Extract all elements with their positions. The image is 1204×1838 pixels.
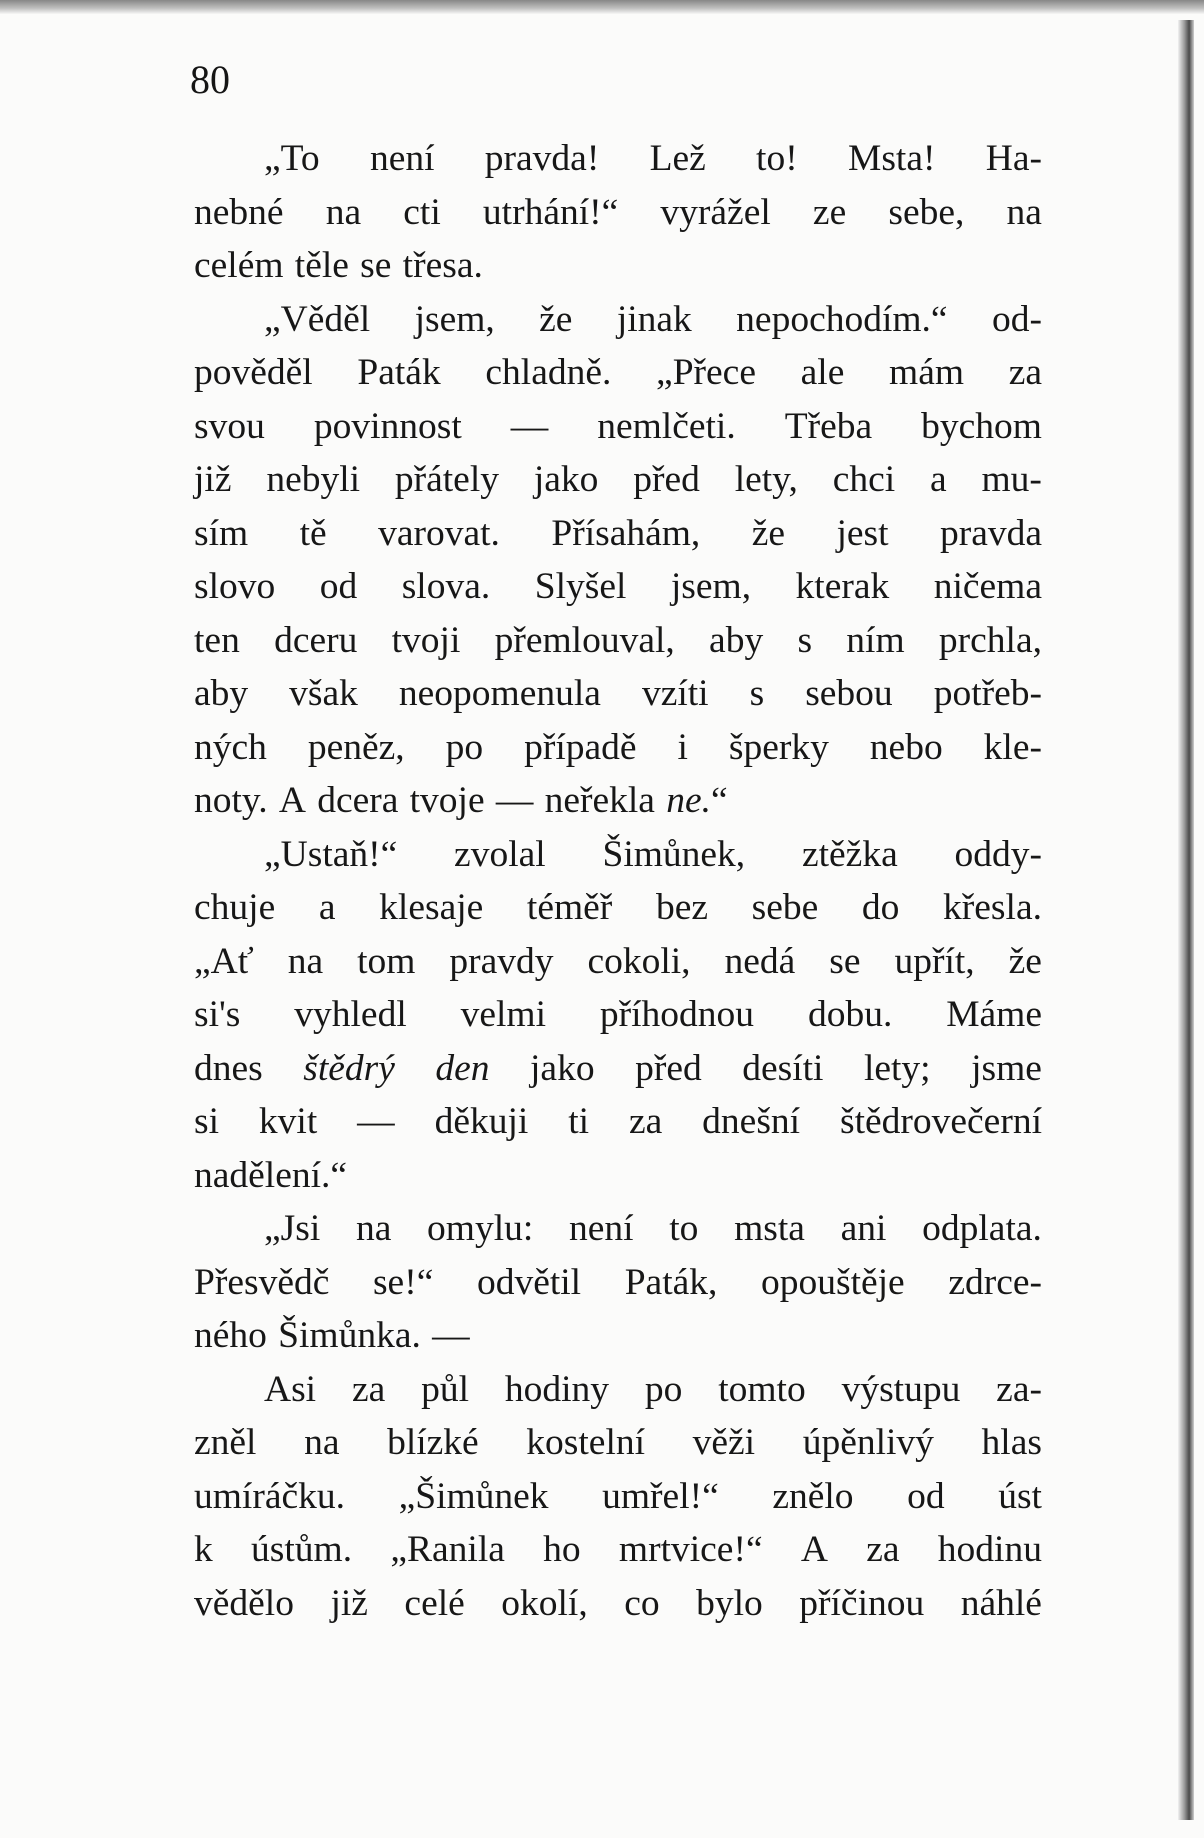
text-line: sím tě varovat. Přísahám, že jest pravda (194, 512, 1042, 554)
text-line: Přesvědč se!“ odvětil Paták, opouštěje zdrce- (194, 1261, 1042, 1303)
text-line: si kvit — děkuji ti za dnešní štědrovečerní (194, 1101, 1042, 1142)
text-line: slovo od slova. Slyšel jsem, kterak ničema (194, 566, 1042, 607)
text-line: „Ustaň!“ zvolal Šimůnek, ztěžka oddy- (264, 833, 1042, 875)
text-line: ten dceru tvoji přemlouval, aby s ním prchla, (194, 619, 1042, 661)
text-line: chuje a klesaje téměř bez sebe do křesla. (194, 887, 1042, 928)
scan-right-edge (1178, 20, 1194, 1820)
text-line: k ústům. „Ranila ho mrtvice!“ A za hodinu (194, 1529, 1042, 1570)
body-text (194, 132, 1042, 1630)
text-line: „Jsi na omylu: není to msta ani odplata. (264, 1208, 1042, 1249)
text-line: „Ať na tom pravdy cokoli, nedá se upřít, že (194, 940, 1042, 982)
text-line: nadělení.“ (194, 1154, 348, 1196)
text-line: vědělo již celé okolí, co bylo příčinou náhlé (194, 1582, 1042, 1624)
scan-top-edge (0, 0, 1204, 14)
text-line: noty. A dcera tvoje — neřekla ne.“ (194, 780, 728, 821)
text-line: nebné na cti utrhání!“ vyrážel ze sebe, na (194, 191, 1042, 233)
text-line: si's vyhledl velmi příhodnou dobu. Máme (194, 994, 1042, 1035)
page-number: 80 (190, 57, 230, 102)
text-line: „To není pravda! Lež to! Msta! Ha- (264, 138, 1042, 179)
text-line: aby však neopomenula vzíti s sebou potřeb- (194, 673, 1042, 714)
text-line: již nebyli přátely jako před lety, chci a mu- (194, 459, 1042, 500)
text-line: svou povinnost — nemlčeti. Třeba bychom (194, 405, 1042, 447)
text-line: ných peněz, po případě i šperky nebo kle- (194, 726, 1042, 768)
text-line: zněl na blízké kostelní věži úpěnlivý hlas (194, 1422, 1042, 1463)
text-line: pověděl Paták chladně. „Přece ale mám za (194, 352, 1042, 393)
text-line: „Věděl jsem, že jinak nepochodím.“ od- (264, 298, 1042, 340)
text-line: ného Šimůnka. — (194, 1315, 470, 1356)
text-line: dnes štědrý den jako před desíti lety; jsme (194, 1047, 1042, 1089)
text-line: umíráčku. „Šimůnek umřel!“ znělo od úst (194, 1475, 1042, 1517)
text-line: celém těle se třesa. (194, 245, 483, 286)
text-line: Asi za půl hodiny po tomto výstupu za- (264, 1368, 1042, 1410)
